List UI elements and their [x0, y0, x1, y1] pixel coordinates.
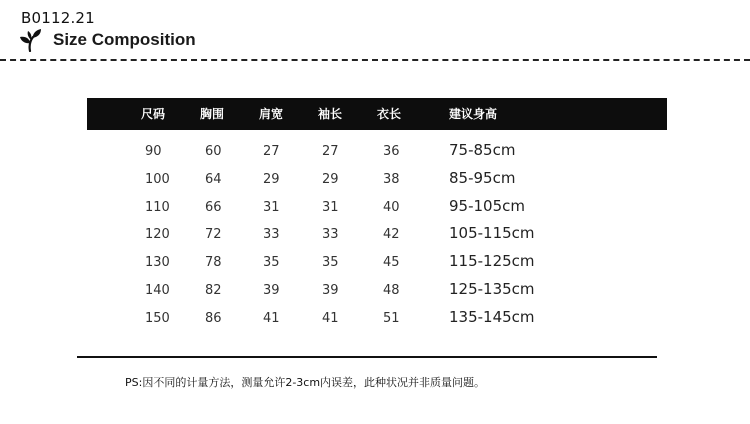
- cell-shoulder: 33: [263, 227, 280, 242]
- cell-sleeve: 33: [322, 227, 339, 242]
- cell-shoulder: 41: [263, 311, 280, 326]
- cell-size: 120: [145, 227, 170, 242]
- dashed-divider: [0, 59, 750, 61]
- cell-chest: 82: [205, 283, 222, 298]
- column-header-length: 衣长: [377, 107, 402, 121]
- column-header-shoulder: 肩宽: [259, 107, 284, 121]
- table-header: [87, 98, 667, 130]
- cell-height: 105-115cm: [449, 224, 535, 242]
- section-header: [18, 28, 196, 52]
- cell-length: 40: [383, 200, 400, 215]
- cell-size: 150: [145, 311, 170, 326]
- cell-height: 125-135cm: [449, 280, 535, 298]
- cell-length: 38: [383, 172, 400, 187]
- cell-shoulder: 31: [263, 200, 280, 215]
- column-header-sleeve: 袖长: [318, 107, 343, 121]
- cell-chest: 60: [205, 144, 222, 159]
- cell-sleeve: 35: [322, 255, 339, 270]
- cell-chest: 78: [205, 255, 222, 270]
- table-row: [0, 197, 750, 226]
- cell-length: 48: [383, 283, 400, 298]
- cell-length: 42: [383, 227, 400, 242]
- cell-size: 110: [145, 200, 170, 215]
- cell-sleeve: 41: [322, 311, 339, 326]
- table-row: [0, 141, 750, 170]
- cell-shoulder: 39: [263, 283, 280, 298]
- measurement-note: PS:因不同的计量方法，测量允许2-3cm内误差，此种状况并非质量问题。: [125, 376, 486, 389]
- cell-chest: 72: [205, 227, 222, 242]
- cell-size: 90: [145, 144, 162, 159]
- cell-sleeve: 27: [322, 144, 339, 159]
- cell-chest: 66: [205, 200, 222, 215]
- cell-height: 75-85cm: [449, 141, 516, 159]
- sprout-leaf-icon: [18, 28, 44, 52]
- table-bottom-rule: [77, 356, 657, 358]
- column-header-chest: 胸围: [200, 107, 225, 121]
- cell-sleeve: 31: [322, 200, 339, 215]
- cell-size: 130: [145, 255, 170, 270]
- table-row: [0, 169, 750, 198]
- cell-shoulder: 27: [263, 144, 280, 159]
- cell-chest: 64: [205, 172, 222, 187]
- cell-sleeve: 39: [322, 283, 339, 298]
- cell-sleeve: 29: [322, 172, 339, 187]
- cell-height: 95-105cm: [449, 197, 525, 215]
- cell-length: 45: [383, 255, 400, 270]
- cell-size: 140: [145, 283, 170, 298]
- cell-chest: 86: [205, 311, 222, 326]
- table-row: [0, 308, 750, 337]
- column-header-height: 建议身高: [449, 107, 498, 121]
- column-header-size: 尺码: [141, 107, 166, 121]
- cell-height: 85-95cm: [449, 169, 516, 187]
- table-row: [0, 252, 750, 281]
- product-code: B0112.21: [21, 9, 95, 27]
- cell-length: 51: [383, 311, 400, 326]
- table-row: [0, 224, 750, 253]
- cell-size: 100: [145, 172, 170, 187]
- table-row: [0, 280, 750, 309]
- cell-height: 115-125cm: [449, 252, 535, 270]
- section-title: Size Composition: [53, 30, 196, 49]
- cell-shoulder: 35: [263, 255, 280, 270]
- cell-shoulder: 29: [263, 172, 280, 187]
- cell-height: 135-145cm: [449, 308, 535, 326]
- cell-length: 36: [383, 144, 400, 159]
